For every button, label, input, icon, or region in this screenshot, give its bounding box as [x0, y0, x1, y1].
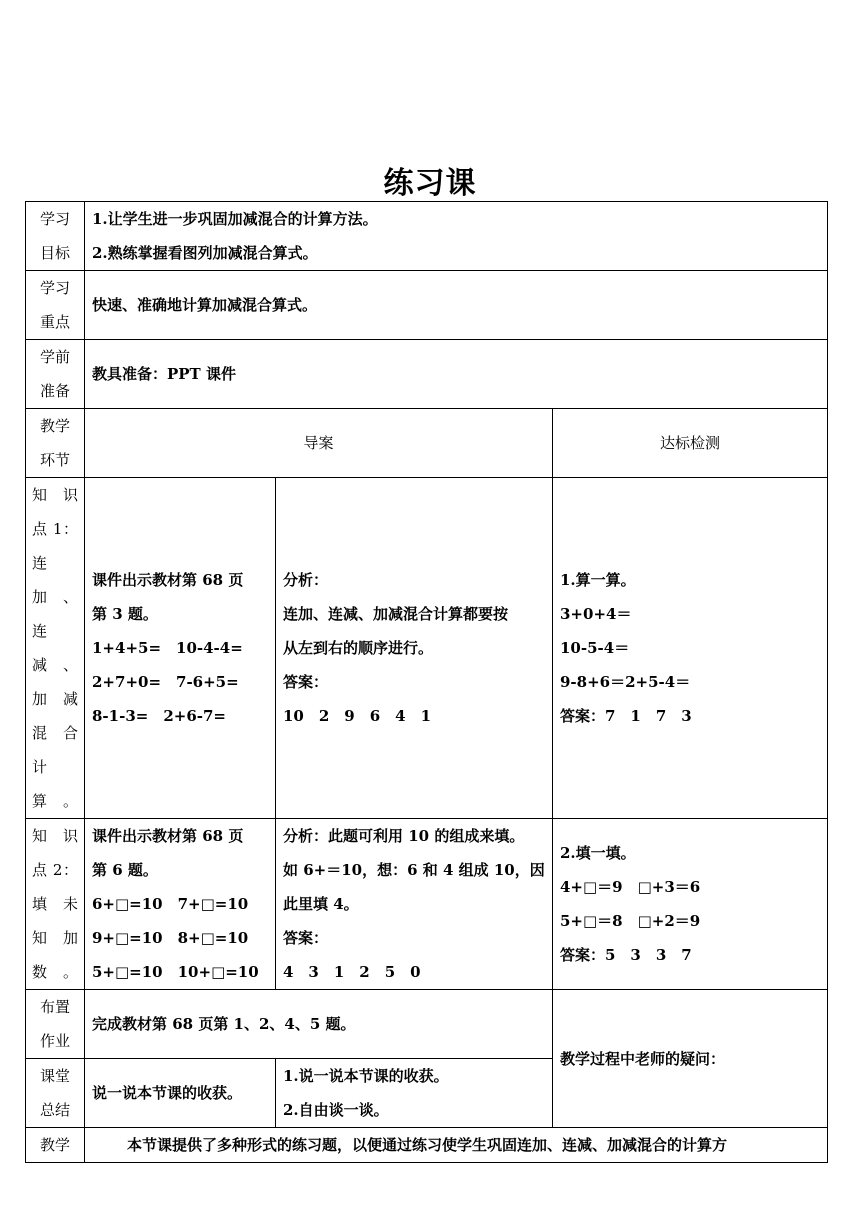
k1-check: 1.算一算。 3+0+4＝ 10-5-4＝ 9-8+6＝2+5-4＝ 答案：7 1 7 3 — [553, 478, 828, 819]
row-homework — [26, 990, 828, 1059]
row-knowledge-point-2 — [26, 819, 828, 990]
label-reflection: 教学 — [26, 1128, 85, 1163]
goal-line-1: 1.让学生进一步巩固加减混合的计算方法。 — [92, 210, 378, 228]
label-learning-focus: 学习 重点 — [26, 271, 85, 340]
label-homework: 布置 作业 — [26, 990, 85, 1059]
k2-check: 2.填一填。 4+□＝9 □+3＝6 5+□＝8 □+2＝9 答案：5 3 3 7 — [553, 819, 828, 990]
k2-analysis: 分析：此题可利用 10 的组成来填。 如 6+＝10，想：6 和 4 组成 10，因 此里填 4。 答案： 4 3 1 2 5 0 — [276, 819, 553, 990]
k1-guide: 课件出示教材第 68 页 第 3 题。 1+4+5= 10-4-4= 2+7+0= 7-6+5= 8-1-3= 2+6-7= — [85, 478, 276, 819]
goal-line-2: 2.熟练掌握看图列加减混合算式。 — [92, 244, 318, 262]
teacher-question: 教学过程中老师的疑问： — [553, 990, 828, 1128]
reflection-content: 本节课提供了多种形式的练习题，以便通过练习使学生巩固连加、连减、加减混合的计算方 — [85, 1128, 828, 1163]
lesson-plan-table — [25, 201, 828, 1163]
label-knowledge-point-1: 知 识 点 1： 连 加 、 连 减 、 加 减 混 合 计 算。 — [26, 478, 85, 819]
row-knowledge-point-1 — [26, 478, 828, 819]
summary-guide: 说一说本节课的收获。 — [85, 1059, 276, 1128]
label-teaching-stage: 教学 环节 — [26, 409, 85, 478]
k2-guide: 课件出示教材第 68 页 第 6 题。 6+□=10 7+□=10 9+□=10 8+□=10 5+□=10 10+□=10 — [85, 819, 276, 990]
label-knowledge-point-2: 知 识 点 2： 填 未 知 加 数。 — [26, 819, 85, 990]
summary-analysis: 1.说一说本节课的收获。 2.自由谈一谈。 — [276, 1059, 553, 1128]
learning-focus-content: 快速、准确地计算加减混合算式。 — [85, 271, 828, 340]
row-reflection — [26, 1128, 828, 1163]
row-teaching-stage-header — [26, 409, 828, 478]
row-learning-focus — [26, 271, 828, 340]
homework-content: 完成教材第 68 页第 1、2、4、5 题。 — [85, 990, 553, 1059]
label-learning-goal: 学习 目标 — [26, 202, 85, 271]
k1-analysis: 分析： 连加、连减、加减混合计算都要按 从左到右的顺序进行。 答案： 10 2 9 6 4 1 — [276, 478, 553, 819]
page-title: 练习课 — [383, 166, 477, 201]
label-summary: 课堂 总结 — [26, 1059, 85, 1128]
label-preparation: 学前 准备 — [26, 340, 85, 409]
header-guide: 导案 — [85, 409, 553, 478]
row-preparation — [26, 340, 828, 409]
learning-goal-content — [85, 202, 828, 271]
header-check: 达标检测 — [553, 409, 828, 478]
row-learning-goal — [26, 202, 828, 271]
preparation-content: 教具准备：PPT 课件 — [85, 340, 828, 409]
